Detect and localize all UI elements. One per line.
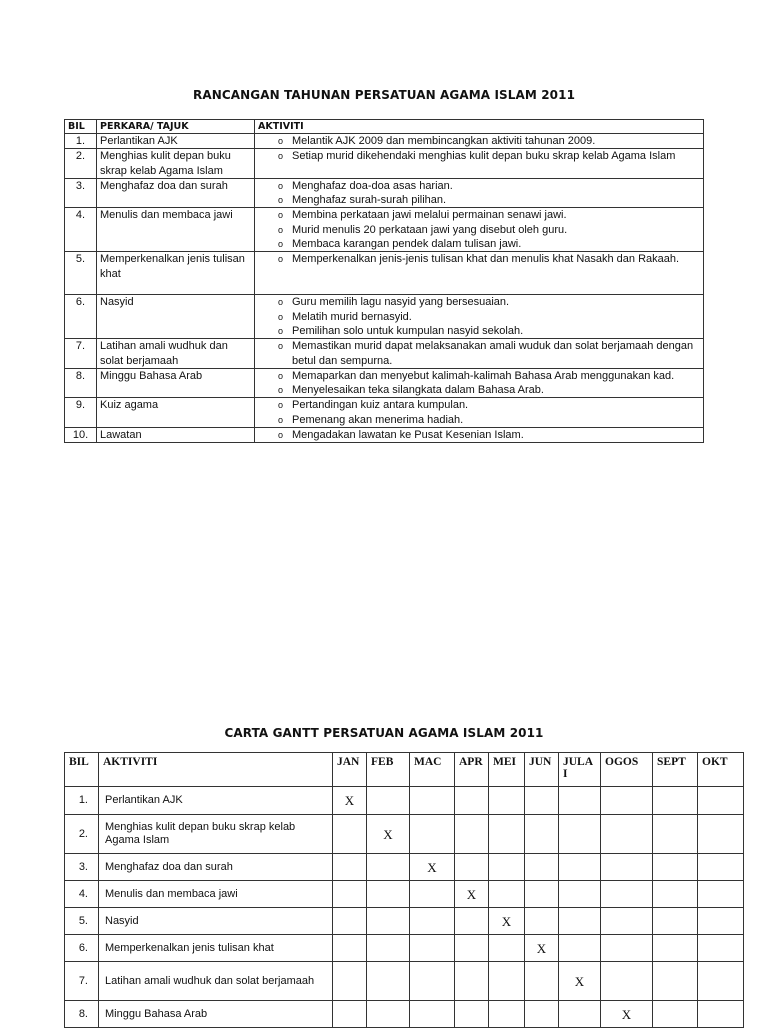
plan-topic: Latihan amali wudhuk dan solat berjamaah: [97, 339, 255, 369]
gantt-cell: [410, 815, 455, 854]
gantt-cell: [410, 935, 455, 962]
gantt-header-month: MEI: [489, 753, 525, 787]
gantt-cell: [410, 962, 455, 1001]
activity-item: o Membina perkataan jawi melalui permainan senawi jawi.: [258, 208, 700, 222]
plan-activities: [255, 368, 704, 398]
gantt-cell: [410, 1001, 455, 1028]
plan-bil: 1.: [65, 134, 97, 149]
gantt-bil: 7.: [65, 962, 99, 1001]
gantt-header-month: MAC: [410, 753, 455, 787]
gantt-activity: Menghias kulit depan buku skrap kelab Agama Islam: [99, 815, 333, 854]
gantt-header-month: OGOS: [601, 753, 653, 787]
gantt-header-activity: AKTIVITI: [99, 753, 333, 787]
plan-row: [65, 208, 704, 252]
plan-topic: Menghafaz doa dan surah: [97, 178, 255, 208]
plan-topic: Lawatan: [97, 428, 255, 443]
plan-bil: 8.: [65, 368, 97, 398]
plan-bil: 7.: [65, 339, 97, 369]
gantt-cell: [525, 962, 559, 1001]
gantt-row: [65, 908, 744, 935]
gantt-cell: [525, 787, 559, 815]
plan-bil: 3.: [65, 178, 97, 208]
plan-row: [65, 398, 704, 428]
activity-item: o Menyelesaikan teka silangkata dalam Bahasa Arab.: [258, 383, 700, 397]
gantt-cell: [525, 908, 559, 935]
gantt-chart-table: [64, 752, 744, 1028]
gantt-cell: [559, 854, 601, 881]
gantt-cell: [455, 1001, 489, 1028]
plan-bil: 4.: [65, 208, 97, 252]
plan-activities: [255, 178, 704, 208]
gantt-header-month: SEPT: [653, 753, 698, 787]
gantt-bil: 2.: [65, 815, 99, 854]
plan-topic: Kuiz agama: [97, 398, 255, 428]
activity-item: o Membaca karangan pendek dalam tulisan jawi.: [258, 237, 700, 251]
gantt-cell: [489, 854, 525, 881]
plan-header-activity: AKTIVITI: [255, 120, 704, 134]
activity-item: o Mengadakan lawatan ke Pusat Kesenian Islam.: [258, 428, 700, 442]
gantt-row: [65, 962, 744, 1001]
gantt-cell: [601, 881, 653, 908]
plan-row: [65, 178, 704, 208]
gantt-mark: X: [367, 815, 410, 854]
plan-header-row: [65, 120, 704, 134]
activity-list: [258, 369, 700, 398]
activity-list: [258, 179, 700, 208]
gantt-cell: [653, 1001, 698, 1028]
gantt-cell: [559, 815, 601, 854]
gantt-cell: [489, 815, 525, 854]
gantt-cell: [333, 935, 367, 962]
activity-list: [258, 208, 700, 251]
activity-item: o Memperkenalkan jenis-jenis tulisan khat dan menulis khat Nasakh dan Rakaah.: [258, 252, 700, 266]
gantt-header-month: JUN: [525, 753, 559, 787]
plan-activities: [255, 295, 704, 339]
gantt-cell: [489, 935, 525, 962]
gantt-cell: [410, 787, 455, 815]
activity-item: o Murid menulis 20 perkataan jawi yang disebut oleh guru.: [258, 223, 700, 237]
gantt-bil: 1.: [65, 787, 99, 815]
plan-activities: [255, 149, 704, 179]
gantt-cell: [601, 962, 653, 1001]
gantt-activity: Menulis dan membaca jawi: [99, 881, 333, 908]
plan-bil: 6.: [65, 295, 97, 339]
activity-item: o Setiap murid dikehendaki menghias kulit depan buku skrap kelab Agama Islam: [258, 149, 700, 163]
gantt-cell: [489, 787, 525, 815]
gantt-header-month: JAN: [333, 753, 367, 787]
gantt-row: [65, 1001, 744, 1028]
plan-topic: Nasyid: [97, 295, 255, 339]
gantt-cell: [455, 962, 489, 1001]
gantt-cell: [653, 935, 698, 962]
plan-bil: 9.: [65, 398, 97, 428]
gantt-cell: [653, 881, 698, 908]
gantt-cell: [333, 962, 367, 1001]
plan-activities: [255, 208, 704, 252]
gantt-cell: [653, 787, 698, 815]
activity-item: o Memastikan murid dapat melaksanakan amali wuduk dan solat berjamaah dengan betul dan sempurna.: [258, 339, 700, 368]
activity-list: [258, 339, 700, 368]
plan-row: [65, 368, 704, 398]
annual-plan-table: [64, 119, 704, 443]
gantt-cell: [698, 854, 744, 881]
plan-bil: 10.: [65, 428, 97, 443]
gantt-row: [65, 815, 744, 854]
gantt-cell: [333, 908, 367, 935]
gantt-cell: [698, 935, 744, 962]
gantt-cell: [559, 1001, 601, 1028]
gantt-header-bil: BIL: [65, 753, 99, 787]
activity-list: [258, 149, 700, 163]
gantt-cell: [410, 881, 455, 908]
gantt-mark: X: [601, 1001, 653, 1028]
gantt-mark: X: [455, 881, 489, 908]
gantt-bil: 4.: [65, 881, 99, 908]
plan-row: [65, 134, 704, 149]
gantt-cell: [410, 908, 455, 935]
gantt-title: CARTA GANTT PERSATUAN AGAMA ISLAM 2011: [224, 726, 544, 740]
gantt-cell: [698, 815, 744, 854]
gantt-cell: [333, 815, 367, 854]
plan-activities: [255, 428, 704, 443]
gantt-cell: [601, 815, 653, 854]
gantt-bil: 3.: [65, 854, 99, 881]
gantt-activity: Menghafaz doa dan surah: [99, 854, 333, 881]
gantt-bil: 6.: [65, 935, 99, 962]
gantt-cell: [455, 787, 489, 815]
gantt-header-month: JULA I: [559, 753, 601, 787]
gantt-cell: [455, 815, 489, 854]
gantt-cell: [367, 935, 410, 962]
activity-item: o Menghafaz doa-doa asas harian.: [258, 179, 700, 193]
gantt-cell: [333, 1001, 367, 1028]
activity-list: [258, 252, 700, 266]
gantt-cell: [601, 935, 653, 962]
gantt-cell: [525, 1001, 559, 1028]
gantt-header-month: OKT: [698, 753, 744, 787]
gantt-cell: [333, 881, 367, 908]
activity-item: o Pemenang akan menerima hadiah.: [258, 413, 700, 427]
activity-list: [258, 398, 700, 427]
gantt-cell: [653, 908, 698, 935]
gantt-bil: 5.: [65, 908, 99, 935]
plan-row: [65, 252, 704, 295]
plan-topic: Perlantikan AJK: [97, 134, 255, 149]
gantt-activity: Minggu Bahasa Arab: [99, 1001, 333, 1028]
gantt-cell: [698, 908, 744, 935]
gantt-cell: [653, 854, 698, 881]
plan-topic: Minggu Bahasa Arab: [97, 368, 255, 398]
gantt-cell: [455, 935, 489, 962]
gantt-cell: [559, 881, 601, 908]
plan-topic: Menghias kulit depan buku skrap kelab Agama Islam: [97, 149, 255, 179]
gantt-mark: X: [333, 787, 367, 815]
gantt-cell: [559, 935, 601, 962]
gantt-cell: [367, 1001, 410, 1028]
plan-row: [65, 149, 704, 179]
plan-header-bil: BIL: [65, 120, 97, 134]
gantt-bil: 8.: [65, 1001, 99, 1028]
gantt-activity: Memperkenalkan jenis tulisan khat: [99, 935, 333, 962]
gantt-row: [65, 935, 744, 962]
gantt-cell: [698, 881, 744, 908]
gantt-cell: [525, 881, 559, 908]
gantt-activity: Perlantikan AJK: [99, 787, 333, 815]
activity-item: o Guru memilih lagu nasyid yang bersesuaian.: [258, 295, 700, 309]
plan-header-topic: PERKARA/ TAJUK: [97, 120, 255, 134]
gantt-cell: [455, 854, 489, 881]
activity-item: o Pemilihan solo untuk kumpulan nasyid sekolah.: [258, 324, 700, 338]
gantt-cell: [367, 787, 410, 815]
gantt-cell: [698, 787, 744, 815]
gantt-activity: Latihan amali wudhuk dan solat berjamaah: [99, 962, 333, 1001]
plan-row: [65, 295, 704, 339]
gantt-header-month: FEB: [367, 753, 410, 787]
gantt-cell: [653, 815, 698, 854]
gantt-cell: [601, 908, 653, 935]
gantt-header-month: APR: [455, 753, 489, 787]
activity-item: o Memaparkan dan menyebut kalimah-kalimah Bahasa Arab menggunakan kad.: [258, 369, 700, 383]
gantt-cell: [367, 881, 410, 908]
gantt-mark: X: [489, 908, 525, 935]
plan-activities: [255, 134, 704, 149]
gantt-row: [65, 854, 744, 881]
gantt-cell: [489, 881, 525, 908]
activity-item: o Melantik AJK 2009 dan membincangkan aktiviti tahunan 2009.: [258, 134, 700, 148]
gantt-cell: [653, 962, 698, 1001]
activity-item: o Pertandingan kuiz antara kumpulan.: [258, 398, 700, 412]
gantt-cell: [601, 787, 653, 815]
plan-title: RANCANGAN TAHUNAN PERSATUAN AGAMA ISLAM 2011: [192, 88, 576, 102]
plan-row: [65, 339, 704, 369]
gantt-cell: [455, 908, 489, 935]
gantt-header-row: [65, 753, 744, 787]
gantt-mark: X: [410, 854, 455, 881]
gantt-cell: [367, 962, 410, 1001]
gantt-cell: [525, 854, 559, 881]
gantt-mark: X: [559, 962, 601, 1001]
gantt-cell: [559, 908, 601, 935]
activity-list: [258, 295, 700, 338]
plan-topic: Memperkenalkan jenis tulisan khat: [97, 252, 255, 295]
gantt-cell: [333, 854, 367, 881]
gantt-cell: [698, 1001, 744, 1028]
activity-item: o Menghafaz surah-surah pilihan.: [258, 193, 700, 207]
gantt-cell: [367, 854, 410, 881]
plan-activities: [255, 398, 704, 428]
gantt-mark: X: [525, 935, 559, 962]
gantt-cell: [489, 962, 525, 1001]
activity-list: [258, 134, 700, 148]
activity-list: [258, 428, 700, 442]
plan-row: [65, 428, 704, 443]
gantt-cell: [367, 908, 410, 935]
plan-activities: [255, 339, 704, 369]
plan-bil: 5.: [65, 252, 97, 295]
gantt-activity: Nasyid: [99, 908, 333, 935]
gantt-cell: [489, 1001, 525, 1028]
gantt-cell: [525, 815, 559, 854]
plan-topic: Menulis dan membaca jawi: [97, 208, 255, 252]
gantt-cell: [559, 787, 601, 815]
activity-item: o Melatih murid bernasyid.: [258, 310, 700, 324]
gantt-cell: [698, 962, 744, 1001]
plan-bil: 2.: [65, 149, 97, 179]
gantt-row: [65, 787, 744, 815]
gantt-cell: [601, 854, 653, 881]
plan-activities: [255, 252, 704, 295]
gantt-row: [65, 881, 744, 908]
